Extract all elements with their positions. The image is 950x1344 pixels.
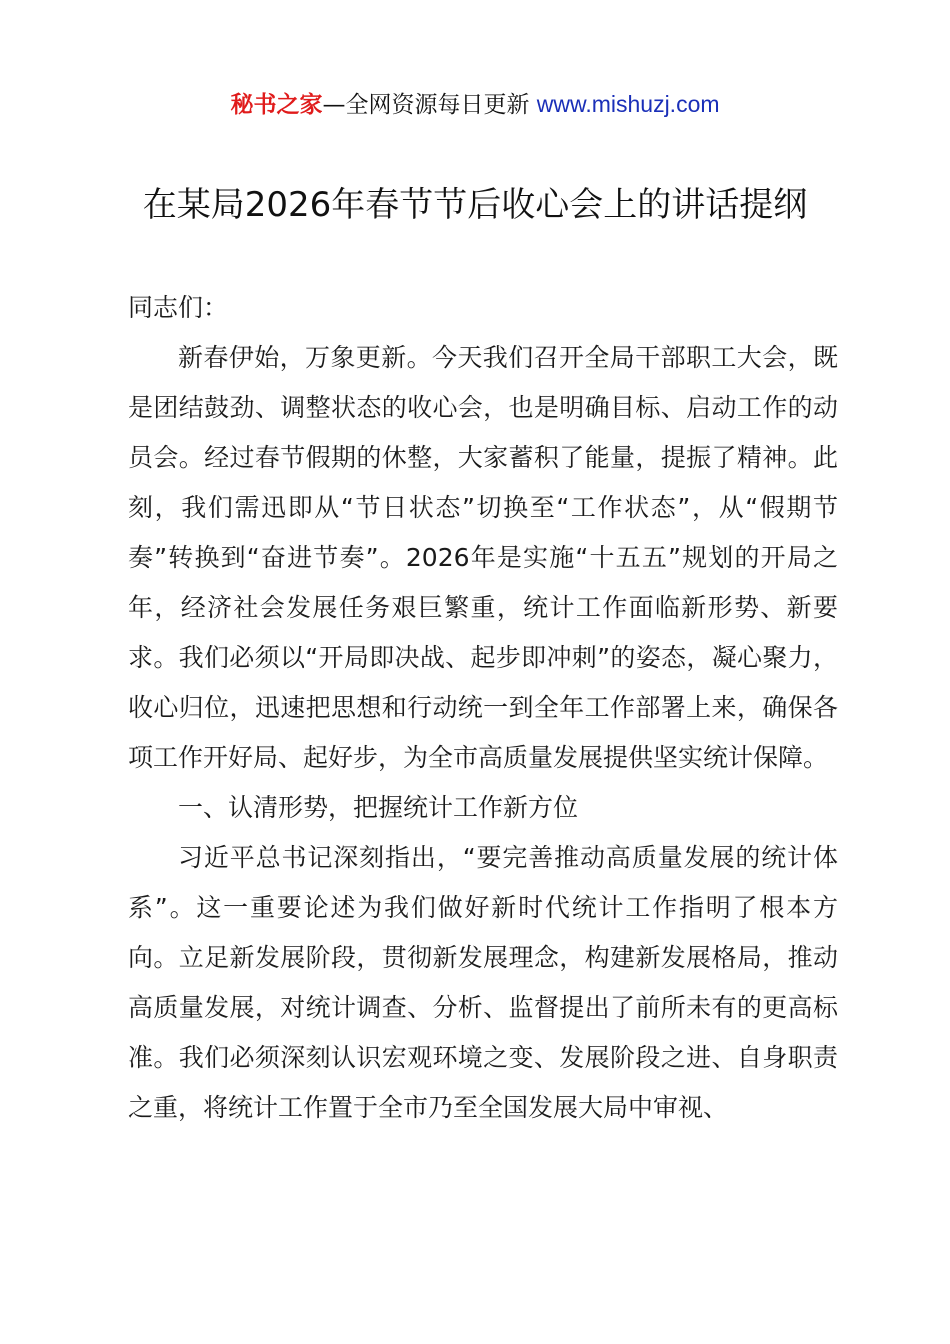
document-body bbox=[128, 283, 838, 1133]
site-url-link[interactable]: www.mishuzj.com bbox=[536, 91, 720, 117]
document-title: 在某局2026年春节节后收心会上的讲话提纲 bbox=[142, 185, 808, 225]
section-paragraph: 习近平总书记深刻指出，“要完善推动高质量发展的统计体系”。这一重要论述为我们做好新时代统计工作指明了根本方向。立足新发展阶段，贯彻新发展理念，构建新发展格局，推动高质量发展，对统计调查、分析、监督提出了前所未有的更高标准。我们必须深刻认识宏观环境之变、发展阶段之进、自身职责之重，将统计工作置于全市乃至全国发展大局中审视、 bbox=[128, 843, 838, 1122]
site-header bbox=[0, 88, 950, 121]
header-tagline: —全网资源每日更新 bbox=[322, 92, 530, 118]
greeting: 同志们： bbox=[128, 293, 229, 322]
section-heading: 一、认清形势，把握统计工作新方位 bbox=[178, 793, 579, 822]
intro-paragraph: 新春伊始，万象更新。今天我们召开全局干部职工大会，既是团结鼓劲、调整状态的收心会，也是明确目标、启动工作的动员会。经过春节假期的休整，大家蓄积了能量，提振了精神。此刻，我们需迅即从“节日状态”切换至“工作状态”，从“假期节奏”转换到“奋进节奏”。2026年是实施“十五五”规划的开局之年，经济社会发展任务艰巨繁重，统计工作面临新形势、新要求。我们必须以“开局即决战、起步即冲刺”的姿态，凝心聚力，收心归位，迅速把思想和行动统一到全年工作部署上来，确保各项工作开好局、起好步，为全市高质量发展提供坚实统计保障。 bbox=[128, 343, 838, 772]
brand-name: 秘书之家 bbox=[230, 92, 323, 118]
